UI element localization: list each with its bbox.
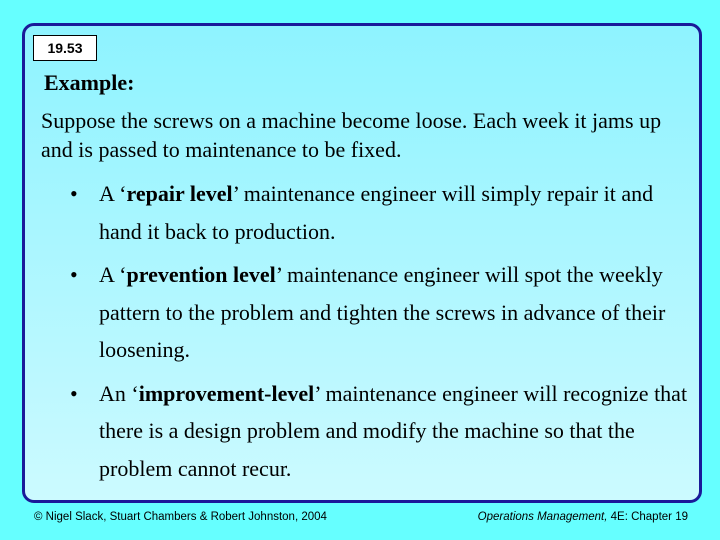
- bullet-text-pre: A ‘: [99, 181, 127, 206]
- bullet-text-pre: An ‘: [99, 380, 139, 406]
- intro-paragraph: Suppose the screws on a machine become loose. Each week it jams up and is passed to maintenance to be fixed.: [41, 108, 662, 162]
- bullet-text-bold: prevention level: [126, 262, 276, 287]
- bullet-text-pre: A ‘: [99, 262, 127, 287]
- bullet-item-improvement: [70, 375, 690, 488]
- book-reference-footer: [478, 511, 688, 523]
- book-title: Operations Management,: [477, 511, 608, 523]
- chapter-reference: 4E: Chapter 19: [607, 511, 688, 523]
- bullet-dot-icon: •: [70, 181, 78, 206]
- bullet-item-prevention: [70, 256, 690, 369]
- bullet-item-repair: [70, 175, 690, 250]
- example-heading: Example:: [44, 70, 135, 95]
- bullet-list: [70, 175, 690, 487]
- bullet-text-bold: repair level: [126, 181, 233, 206]
- bullet-text-post: ’ maintenance engineer will recognize that there is a design problem and modify the machine so that the problem cannot recur.: [99, 380, 688, 481]
- bullet-text-post: ’ maintenance engineer will spot the weekly pattern to the problem and tighten the screws in advance of their loosening.: [99, 262, 666, 362]
- bullet-dot-icon: •: [70, 380, 78, 406]
- bullet-text-post: ’ maintenance engineer will simply repair it and hand it back to production.: [99, 181, 654, 244]
- bullet-text-bold: improvement-level: [138, 380, 315, 406]
- copyright-footer: © Nigel Slack, Stuart Chambers & Robert Johnston, 2004: [34, 511, 327, 523]
- slide-number-badge: 19.53: [33, 35, 97, 61]
- bullet-dot-icon: •: [70, 262, 78, 287]
